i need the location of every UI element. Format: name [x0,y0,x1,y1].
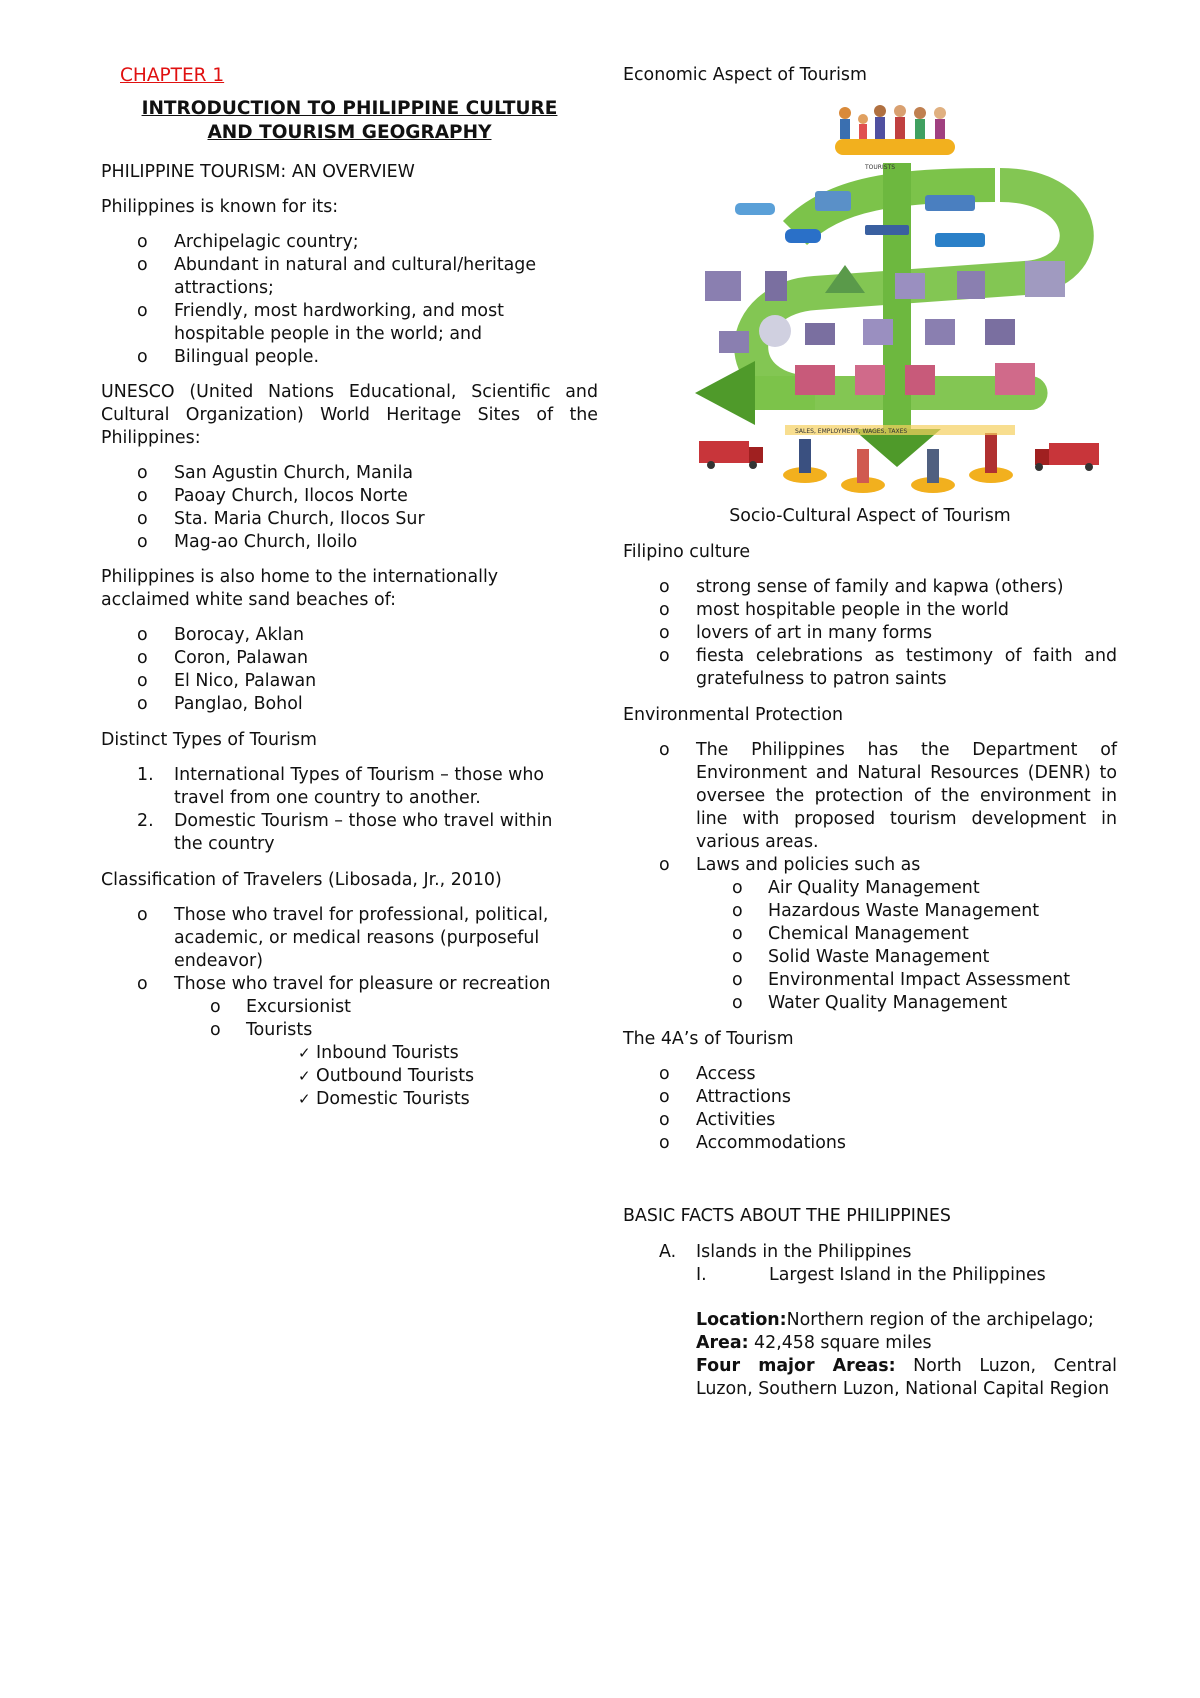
list-item: o Coron, Palawan [101,647,598,670]
types-heading: Distinct Types of Tourism [101,730,317,750]
list-item: o El Nico, Palawan [101,670,598,693]
list-item: o Those who travel for professional, political, academic, or medical reasons (purposeful endeavor) [101,904,569,973]
chapter-label: CHAPTER 1 [120,65,225,86]
economic-impact-figure [695,93,1115,501]
list-item: o San Agustin Church, Manila [101,462,598,485]
list-item: o Sta. Maria Church, Ilocos Sur [101,508,598,531]
list-item: o Panglao, Bohol [101,693,598,716]
list-item: o Solid Waste Management [696,946,1117,969]
classification-sublist [174,996,598,1111]
four-a-heading: The 4A’s of Tourism [623,1029,794,1049]
list-item: o Archipelagic country; [101,231,598,254]
list-item: o Environmental Impact Assessment [696,969,1117,992]
unesco-list [101,462,598,554]
socio-heading: Socio-Cultural Aspect of Tourism [729,506,1011,526]
classification-heading: Classification of Travelers (Libosada, Jr., 2010) [101,870,502,890]
area-line: Area: 42,458 square miles [696,1333,932,1353]
tourists-label: TOURISTS [865,164,895,171]
chapter-title-line2: AND TOURISM GEOGRAPHY [207,122,492,143]
list-item: o Air Quality Management [696,877,1117,900]
unesco-intro: UNESCO (United Nations Educational, Scientific and Cultural Organization) World Heritage Sites of the Philippines: [101,382,598,448]
beaches-intro: Philippines is also home to the internationally acclaimed white sand beaches of: [101,567,499,610]
list-item: o strong sense of family and kapwa (others) [623,576,1117,599]
list-item: ✓ Domestic Tourists [298,1088,598,1111]
list-item: o Laws and policies such as o Air Quality Management o Hazardous Waste Management o Chemical Management o Solid Waste Management o Environmental Impact Assessment o Water Quality Management [623,854,1117,1015]
list-item: o lovers of art in many forms [623,622,1117,645]
known-for-list [101,231,598,369]
filipino-culture-list [623,576,1117,691]
section-a: A. Islands in the Philippines [659,1242,912,1262]
list-item: o Chemical Management [696,923,1117,946]
filipino-culture-heading: Filipino culture [623,542,751,562]
list-item: o Those who travel for pleasure or recreation o Excursionist o Tourists ✓ Inbound Tourists ✓ Outbound Tourists ✓ Domestic Tourists [101,973,598,1111]
chapter-title-line1: INTRODUCTION TO PHILIPPINE CULTURE [141,98,558,119]
list-item: o Abundant in natural and cultural/heritage attractions; [101,254,598,300]
major-areas-line: Four major Areas: North Luzon, Central Luzon, Southern Luzon, National Capital Region [696,1356,1117,1399]
list-item: o Borocay, Aklan [101,624,598,647]
four-a-list [623,1063,1117,1155]
list-item: o The Philippines has the Department of Environment and Natural Resources (DENR) to oversee the protection of the environment in line with proposed tourism development in various areas. [623,739,1117,854]
list-item: o Excursionist [174,996,598,1019]
right-column [623,64,1117,1401]
location-line: Location:Northern region of the archipelago; [696,1310,1094,1330]
list-item: o most hospitable people in the world [623,599,1117,622]
list-item: o Water Quality Management [696,992,1117,1015]
list-item: ✓ Inbound Tourists [298,1042,598,1065]
chapter-title [101,97,598,145]
buildings-icons [795,363,1035,395]
list-item: ✓ Outbound Tourists [298,1065,598,1088]
list-item: 2. Domestic Tourism – those who travel within the country [137,811,553,854]
list-item: o Hazardous Waste Management [696,900,1117,923]
env-list [623,739,1117,1015]
tourist-types-list [246,1042,598,1111]
sales-label: SALES, EMPLOYMENT, WAGES, TAXES [795,428,908,435]
list-item: o Access [623,1063,1117,1086]
beaches-list [101,624,598,716]
list-item: o Mag-ao Church, Iloilo [101,531,598,554]
economic-heading: Economic Aspect of Tourism [623,65,867,85]
types-list [101,764,598,856]
list-item: o fiesta celebrations as testimony of faith and gratefulness to patron saints [623,645,1117,691]
list-item: o Friendly, most hardworking, and most hospitable people in the world; and [101,300,598,346]
list-item: o Activities [623,1109,1117,1132]
economic-impact-illustration [695,93,1115,501]
list-item: o Accommodations [623,1132,1117,1155]
list-item: o Tourists ✓ Inbound Tourists ✓ Outbound Tourists ✓ Domestic Tourists [174,1019,598,1111]
list-item: o Paoay Church, Ilocos Norte [101,485,598,508]
env-heading: Environmental Protection [623,705,844,725]
list-item: o Attractions [623,1086,1117,1109]
known-for-intro: Philippines is known for its: [101,197,339,217]
list-item: o Bilingual people. [101,346,598,369]
overview-heading: PHILIPPINE TOURISM: AN OVERVIEW [101,162,415,182]
left-column [101,64,598,1111]
tourists-group-icon [835,105,955,155]
section-i: I. Largest Island in the Philippines [696,1265,1046,1285]
left-arrowhead-icon [695,361,755,425]
basic-facts-heading: BASIC FACTS ABOUT THE PHILIPPINES [623,1206,951,1226]
classification-list [101,904,598,1111]
env-laws-list [696,877,1117,1015]
list-item: 1. International Types of Tourism – those who travel from one country to another. [137,765,545,808]
